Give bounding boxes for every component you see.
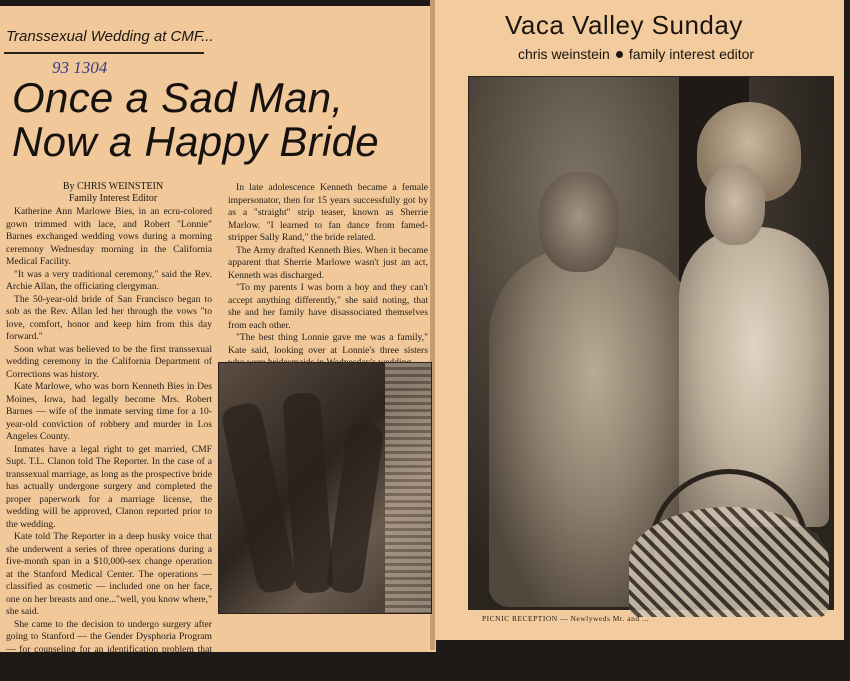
paragraph: Soon what was believed to be the first transsexual wedding ceremony in the California Department of Corrections was history. [6, 344, 212, 382]
byline-name: By CHRIS WEINSTEIN [18, 181, 208, 193]
photo-caption: PICNIC RECEPTION — Newlyweds Mr. and ... [482, 614, 649, 623]
paragraph: She came to the decision to undergo surgery after going to Stanford — the Gender Dysphoria Program — for counseling for an identification problem that had plagued her as a man for most of his life. [6, 619, 212, 669]
paragraph: Kate told The Reporter in a deep husky voice that she underwent a series of three operations during a five-month span in a $10,000-sex change operation at the Stanford Medical Center. The operations — classified as cosmetic — included one on her face, one on her breasts and one..."well, you know where," she said. [6, 531, 212, 619]
handwritten-note: 93 1304 [52, 58, 107, 78]
paragraph: The Army drafted Kenneth Bies. When it became apparent that Sherrie Marlowe wasn't just an act, Kenneth was discharged. [228, 245, 428, 283]
paragraph: "It was a very traditional ceremony," said the Rev. Archie Allan, the officiating clergyman. [6, 269, 212, 294]
paragraph: Kate Marlowe, who was born Kenneth Bies in Des Moines, Iowa, had legally become Mrs. Robert Barnes — wife of the inmate serving time for a 10-year-old conviction of robbery and murder in Los Angeles County. [6, 381, 212, 444]
editor-line [518, 46, 754, 62]
bullet-icon [616, 51, 623, 58]
masthead: Vaca Valley Sunday [505, 10, 743, 41]
byline [18, 181, 208, 205]
headline-line-2: Now a Happy Bride [12, 120, 432, 164]
byline-title: Family Interest Editor [18, 193, 208, 205]
couple-photo [468, 76, 834, 610]
headline-line-1: Once a Sad Man, [12, 76, 432, 120]
paragraph: Katherine Ann Marlowe Bies, in an ecru-colored gown trimmed with lace, and Robert "Lonnie" Barnes exchanged wedding vows during a morning ceremony Wednesday morning in the California Medical Facility. [6, 206, 212, 269]
headline [12, 76, 432, 164]
paragraph: "I was a woman trapped in a man's body," she said. [6, 669, 212, 681]
hands-with-rings-photo [218, 362, 432, 614]
paragraph: The 50-year-old bride of San Francisco began to sob as the Rev. Allan led her through the vows "to love, comfort, honor and keep him from this day forward." [6, 294, 212, 344]
article-column-1 [6, 206, 212, 640]
paragraph: "To my parents I was born a boy and they can't accept anything differently," she said noting, that she and her family have disassociated themselves from each other. [228, 282, 428, 332]
paragraph: In late adolescence Kenneth became a female impersonator, then for 15 years successfully got by as a "straight" strip teaser, known as Sherrie Marlow. "I learned to fan dance from famed-stripper Sally Rand," the bride related. [228, 182, 428, 245]
article-column-2 [228, 182, 428, 360]
paragraph: "The best thing Lonnie gave me was a family," Kate said, looking over at Lonnie's three sisters [228, 332, 428, 370]
kicker-rule [4, 52, 204, 54]
editor-role: family interest editor [629, 46, 754, 62]
kicker: Transsexual Wedding at CMF... [6, 28, 214, 45]
paragraph: Inmates have a legal right to get married, CMF Supt. T.L. Clanon told The Reporter. In the case of a transsexual marriage, as long as the prospective bride has actually undergone surgery and completed the proper paperwork for a marriage license, the wedding will be approved, Clanon reported prior to the wedding. [6, 444, 212, 532]
editor-name: chris weinstein [518, 46, 610, 62]
